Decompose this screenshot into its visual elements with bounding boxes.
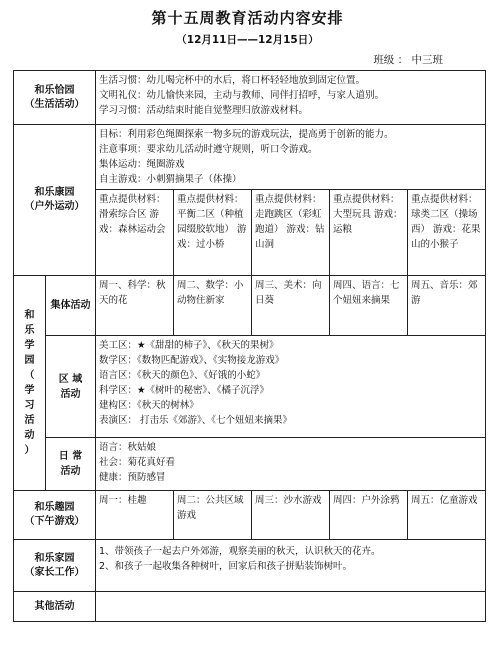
interest-label: 和乐趣园 （下午游戏） xyxy=(14,491,96,540)
life-line: 学习习惯：活动结束时能自觉整理归放游戏材料。 xyxy=(99,105,309,116)
group-activity-day: 周五、音乐：郊游 xyxy=(408,276,486,336)
other-row xyxy=(14,592,486,622)
outdoor-zone: 重点提供材料：滑索综合区 游戏：森林运动会 xyxy=(96,190,174,276)
life-line: 生活习惯：幼儿喝完杯中的水后，将口杯轻轻地放到固定位置。 xyxy=(99,75,366,86)
family-line: 2、和孩子一起收集各种树叶，回家后和孩子拼贴装饰树叶。 xyxy=(99,561,353,572)
group-activity-day: 周四、语言：七个妞妞来摘果 xyxy=(330,276,408,336)
daily-activity-label: 日 常 活动 xyxy=(46,438,96,491)
life-content xyxy=(96,71,486,125)
class-label: 班级 ： 中三班 xyxy=(373,54,443,66)
study-label-vertical: 和 乐 学 园 （ 学 习 活 动 ） xyxy=(24,310,35,456)
daily-line: 社会：菊花真好看 xyxy=(99,457,176,468)
interest-day: 周二：公共区域游戏 xyxy=(174,491,252,540)
study-label xyxy=(14,276,46,491)
life-row xyxy=(14,71,486,125)
interest-day: 周三：沙水游戏 xyxy=(252,491,330,540)
group-activity-label: 集体活动 xyxy=(46,276,96,336)
study-area-row xyxy=(14,336,486,438)
life-label: 和乐恰园 （生活活动） xyxy=(14,71,96,125)
area-line: 语言区：《秋天的颜色》、《好饿的小蛇》 xyxy=(99,370,266,381)
group-activity-day: 周三、美术：向日葵 xyxy=(252,276,330,336)
outdoor-zone: 重点提供材料：球类二区（操场西） 游戏：花果山的小猴子 xyxy=(408,190,486,276)
area-line: 数学区：《数物匹配游戏》、《实物接龙游戏》 xyxy=(99,355,285,366)
date-range: （12月11日——12月15日） xyxy=(176,34,319,46)
family-line: 1、带领孩子一起去户外郊游，观察美丽的秋天，认识秋天的花卉。 xyxy=(99,546,381,557)
other-label: 其他活动 xyxy=(14,592,96,622)
outdoor-zone: 重点提供材料：走跑跳区（彩虹跑道） 游戏：钻山洞 xyxy=(252,190,330,276)
interest-day: 周五：亿童游戏 xyxy=(408,491,486,540)
area-line: 美工区：★《甜甜的柿子》、《秋天的果树》 xyxy=(99,340,279,351)
outdoor-content xyxy=(96,125,486,190)
outdoor-row xyxy=(14,125,486,190)
interest-day: 周一：桂趣 xyxy=(96,491,174,540)
interest-row xyxy=(14,491,486,540)
daily-activity-content xyxy=(96,438,486,491)
outdoor-line: 注意事项：要求幼儿活动时遵守规则，听口令游戏。 xyxy=(99,144,318,155)
outdoor-line: 自主游戏：小刺猬摘果子（体操） xyxy=(99,174,242,185)
outdoor-zone: 重点提供材料：大型玩具 游戏：运粮 xyxy=(330,190,408,276)
other-content xyxy=(96,592,486,622)
area-activity-content xyxy=(96,336,486,438)
area-line: 表演区： 打击乐《郊游》、《七个妞妞来摘果》 xyxy=(99,415,293,426)
schedule-table xyxy=(13,70,486,622)
family-row xyxy=(14,540,486,592)
outdoor-label: 和乐康园 （户外运动） xyxy=(14,125,96,276)
daily-line: 语言：秋姑娘 xyxy=(99,442,157,453)
interest-day: 周四：户外涂鸦 xyxy=(330,491,408,540)
family-label: 和乐家园 （家长工作） xyxy=(14,540,96,592)
group-activity-day: 周二、数学：小动物住新家 xyxy=(174,276,252,336)
page-title: 第十五周教育活动内容安排 xyxy=(151,9,344,27)
study-daily-row xyxy=(14,438,486,491)
group-activity-day: 周一、科学：秋天的花 xyxy=(96,276,174,336)
area-line: 建构区：《秋天的树林》 xyxy=(99,400,199,411)
life-line: 文明礼仪：幼儿愉快来园，主动与教师、同伴打招呼，与家人道别。 xyxy=(99,90,385,101)
daily-line: 健康：预防感冒 xyxy=(99,472,166,483)
family-content xyxy=(96,540,486,592)
area-line: 科学区：★《树叶的秘密》、《橘子沉浮》 xyxy=(99,385,270,396)
outdoor-zone: 重点提供材料：平衡二区（种植园缀胶软地） 游戏：过小桥 xyxy=(174,190,252,276)
study-group-row xyxy=(14,276,486,336)
outdoor-line: 目标：利用彩色绳圈探索一物多玩的游戏玩法，提高勇于创新的能力。 xyxy=(99,129,394,140)
outdoor-line: 集体运动：绳圈游戏 xyxy=(99,159,185,170)
area-activity-label: 区 域 活动 xyxy=(46,336,96,438)
